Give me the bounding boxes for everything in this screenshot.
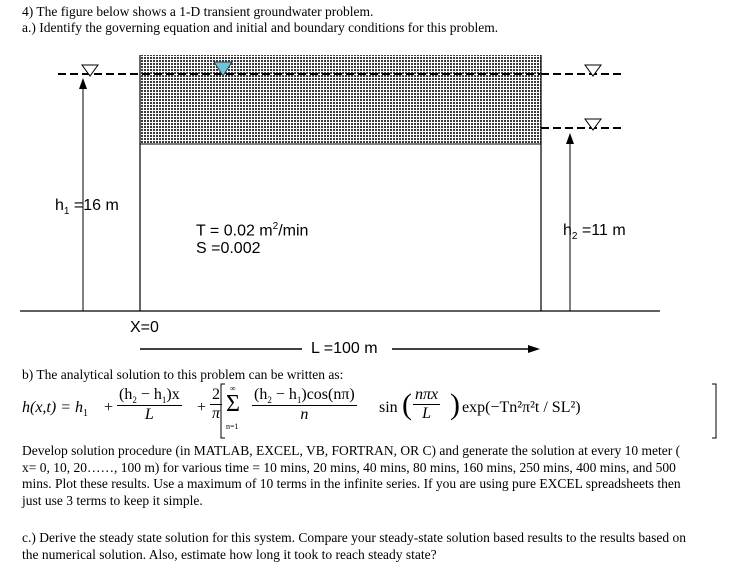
part-c-text: c.) Derive the steady state solution for this system. Compare your steady-state solution based results to the results based on the numerical solution. Also, estimate how long it took to reach steady state? — [22, 530, 686, 562]
water-table-icon-right-top — [585, 65, 601, 76]
confining-layer — [140, 55, 541, 144]
h1-arrow-head — [79, 78, 87, 89]
storativity-label: S =0.002 — [196, 240, 261, 257]
transmissivity-label: T = 0.02 $m^2/\min$ — [196, 221, 309, 240]
length-arrow-head — [528, 345, 540, 353]
equation-lhs: $h(x,t) = h_1$ — [22, 399, 88, 420]
sum-symbol: Σ — [226, 391, 240, 417]
sum-lower-limit: n=1 — [226, 422, 239, 431]
equation-frac-2: $\frac{2}{\pi}$ — [212, 386, 221, 422]
length-label: L =100 m — [311, 340, 378, 357]
paren-close: ) — [450, 388, 460, 421]
part-b-intro: b) The analytical solution to this problem can be written as: — [22, 367, 344, 382]
equation-frac-4: nπx L — [415, 386, 439, 422]
paren-open: ( — [402, 388, 412, 421]
question-title: 4) The figure below shows a 1-D transient groundwater problem. — [22, 4, 374, 19]
equation-plus-1: + — [104, 399, 114, 416]
equation-frac-3: $\frac{(h_2 - h_1)\cos(n\pi)}{n}$ — [254, 386, 355, 424]
part-b-instructions: Develop solution procedure (in MATLAB, EXCEL, VB, FORTRAN, OR C) and generate the solution at every 10 meter ( x= 0, 10, 20……, 100 m) for various time = 10 mins, 20 mins, 40 mins, 80 mins, 160 mins, 250 mins, 400 mins, and 500 mins. Plot these results. Use a maximum of 10 terms in the infinite series. If you are using pure EXCEL spreadsheets then just use 3 terms to keep it simple. — [22, 443, 681, 508]
sum-upper-limit: ∞ — [230, 384, 236, 393]
h2-label: $h_2 =11$ m — [563, 222, 626, 243]
h1-label: $h_1 =16$ m — [55, 197, 119, 218]
water-table-icon-right-bottom — [585, 119, 601, 130]
equation-frac-1: $\frac{(h_2 - h_1)x}{L}$ — [119, 386, 180, 424]
equation-plus-2: + — [197, 399, 207, 416]
h2-arrow-head — [566, 133, 574, 144]
equation-right-bracket — [712, 384, 716, 438]
part-a-text: a.) Identify the governing equation and initial and boundary conditions for this problem. — [22, 20, 499, 35]
equation-exp: exp(−Tn²π²t / SL²) — [462, 399, 581, 416]
equation-sin: sin — [379, 399, 398, 416]
x0-label: X=0 — [130, 319, 159, 336]
